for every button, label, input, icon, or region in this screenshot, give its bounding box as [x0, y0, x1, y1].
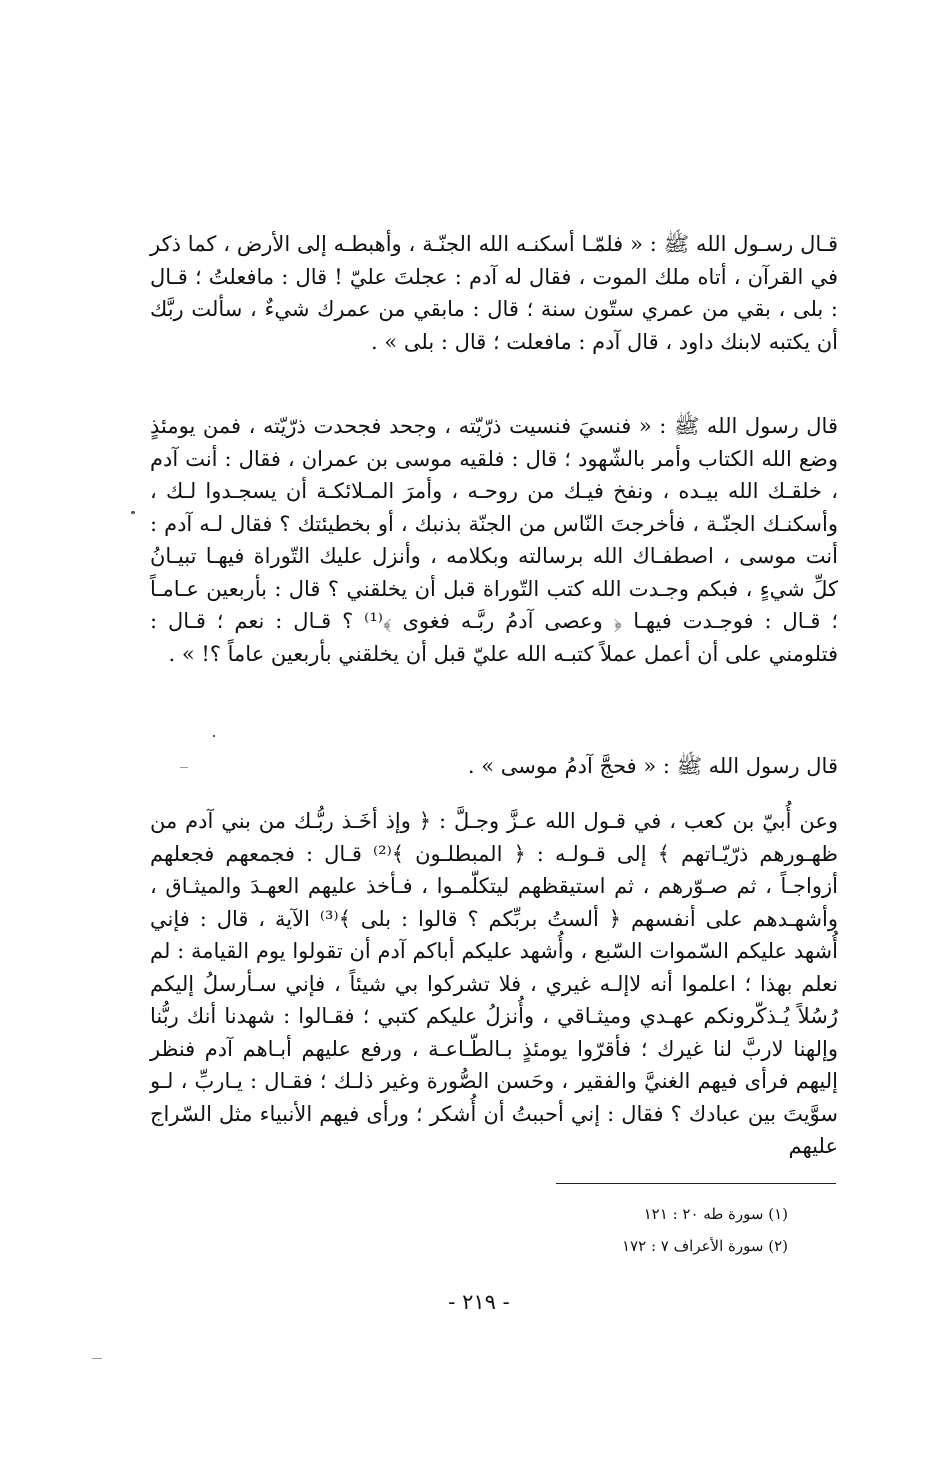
footnote-2: (٢) سورة الأعراف ٧ : ١٧٢	[622, 1237, 788, 1255]
page-number: - ٢١٩ -	[448, 1290, 510, 1314]
scan-speck	[180, 767, 188, 768]
paragraph-3: قال رسول الله ﷺ : « فحجَّ آدمُ موسى » .	[467, 754, 838, 778]
paragraph-2: قال رسول الله ﷺ : « فنسيَ فنسيت ذرّيّته ، وجحد فجحدت ذرّيّته ، فمن يومئذٍ وضع الله الكتاب وأمر بالشّهود ؛ قال : فلقيه موسى بن عمران ، فقال : أنت آدم ، خلقـك الله بيـده ، ونفخ فيـك من روحـه ، وأمرَ المـلائكـة أن يسجـدوا لـك ، وأسكنـك الجنّـة ، فأخرجتَ النّاس من الجنّة بذنبك ، أو بخطيئتك ؟ فقال لـه آدم : أنت موسى ، اصطفـاك الله برسالته وبكلامه ، وأنزل عليك التّوراة فيهـا تبيـانُ كلِّ شيءٍ ، فبكم وجـدت الله كتب التّوراة قبل أن يخلقني ؟ قال : بأربعين عـامـاً ؛ قـال : فوجـدت فيهـا ﴿ وعصى آدمُ ربَّـه فغوى ﴾⁽¹⁾ ؟ قـال : نعم ؛ قـال : فتلومني على أن أعمل عملاً كتبـه الله عليّ قبل أن يخلقني بأربعين عاماً ؟! » .	[150, 414, 838, 666]
scan-speck	[92, 1358, 102, 1359]
footnote-1: (١) سورة طه ٢٠ : ١٢١	[643, 1205, 788, 1223]
paragraph-4: وعن أُبيّ بن كعب ، في قـول الله عـزَّ وجـلَّ : ﴿ وإذ أخَـذ ربُّـك من بني آدم من ظهـورهم ذرّيّـاتهم ﴾ إلى قـولـه : ﴿ المبطلـون ﴾⁽²⁾ قـال : فجمعهم فجعلهم أزواجـاً ، ثم صـوّرهم ، ثم استيقظهم ليتكلّمـوا ، فـأخذ عليهم العهـدَ والميثـاق ، وأشهـدهم على أنفسهم ﴿ ألستُ بربِّكم ؟ قالوا : بلى ﴾⁽³⁾ الآية ، قال : فإني أُشهد عليكم السّموات السّبع ، وأُشهد عليكم أباكم آدم أن تقولوا يوم القيامة : لم نعلم بهذا ؛ اعلموا أنه لاإلـه غيري ، فلا تشركوا بي شيئاً ، فإني سـأرسلُ إليكم رُسُلاً يُـذكّرونكم عهـدي وميثـاقي ، وأُنزلُ عليكم كتبي ؛ فقـالوا : شهدنا أنك ربُّنا وإلهنا لاربَّ لنا غيرك ؛ فأقرّوا يومئذٍ بـالطّـاعـة ، ورفع عليهم أبـاهم آدم فنظر إليهم فرأى فيهم الغنيَّ والفقير ، وحَسن الصُّورة وغير ذلـك ؛ فقـال : يـاربِّ ، لـو سوَّيتَ بين عبادك ؟ فقال : إني أحببتُ أن أُشكر ؛ ورأى فيهم الأنبياء مثل السّراج عليهم	[150, 809, 839, 1158]
scan-speck	[213, 735, 215, 737]
scan-speck	[131, 511, 135, 514]
paragraph-1: قـال رسـول الله ﷺ : « فلمّـا أسكنـه الله الجنّـة ، وأهبطـه إلى الأرض ، كما ذكر في القرآن ، أتاه ملك الموت ، فقال له آدم : عجلتَ عليّ ! قال : مافعلتُ ؛ قـال : بلى ، بقي من عمري ستّون سنة ؛ قال : مابقي من عمرك شيءٌ ، سألت ربَّك أن يكتبه لابنك داود ، قال آدم : مافعلت ؛ قال : بلى » .	[150, 232, 838, 354]
footnote-divider	[556, 1183, 836, 1184]
footnotes	[556, 1198, 788, 1262]
